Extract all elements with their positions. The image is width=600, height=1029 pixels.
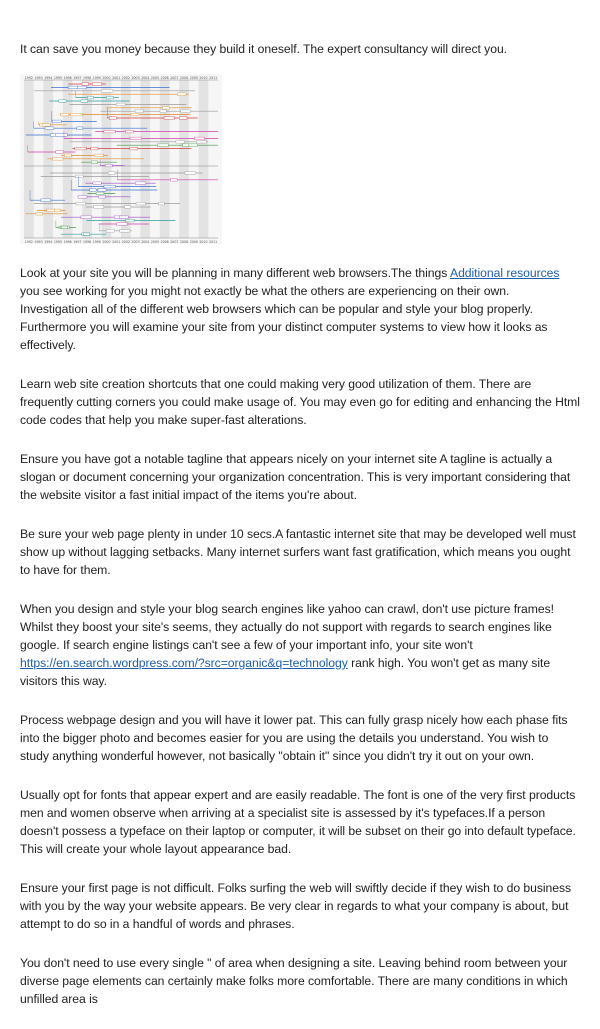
paragraph-1: It can save you money because they build it oneself. The expert consultancy will direct you.: [20, 42, 508, 56]
year-tick-label: 1997: [73, 76, 82, 80]
version-box: [179, 117, 187, 120]
paragraph-6-text-b: rank high. You won't get as many site visitors this way.: [20, 656, 551, 688]
year-tick-label: 2008: [179, 76, 189, 80]
version-box: [78, 196, 87, 199]
version-box: [61, 226, 67, 229]
year-tick-label: 2007: [170, 76, 179, 80]
year-tick-label: 2009: [189, 240, 198, 244]
version-box: [106, 96, 113, 99]
year-tick-label: 2004: [141, 240, 150, 244]
year-tick-label: 2001: [112, 240, 121, 244]
version-box: [104, 130, 115, 133]
year-tick-label: 1999: [92, 240, 101, 244]
version-box: [87, 96, 93, 99]
version-box: [135, 110, 143, 113]
year-tick-label: 1996: [63, 76, 72, 80]
paragraph-5: Be sure your web page plenty in under 10 secs.A fantastic internet site that may be developed well must show up without lagging setbacks. Many internet surfers want fast gratification, which means you ought to have for them.: [20, 527, 576, 577]
version-box: [164, 117, 174, 120]
year-band: [160, 80, 170, 238]
year-tick-label: 1995: [53, 76, 63, 80]
version-box: [185, 172, 196, 175]
year-tick-label: 1995: [53, 240, 63, 244]
version-box: [130, 137, 142, 140]
year-tick-label: 2002: [121, 240, 130, 244]
version-box: [196, 141, 206, 144]
paragraph-7: Process webpage design and you will have it lower pat. This can fully grasp nicely how each phase fits into the bigger photo and becomes easier for you are using the details you understand. You wish to study anything wonderful however, not basically "obtain it" since you didn't try it out on your own.: [20, 713, 568, 763]
version-box: [83, 233, 90, 236]
version-box: [99, 196, 106, 199]
year-tick-label: 2007: [170, 240, 179, 244]
paragraph-4: Ensure you have got a notable tagline that appears nicely on your internet site A tagline is actually a slogan or document concerning your organization concentration. This is very important considering that the website visitor a fast initial impact of the items you're about.: [20, 452, 571, 502]
version-box: [109, 117, 116, 120]
year-tick-label: 2010: [199, 76, 208, 80]
version-box: [125, 130, 133, 133]
paragraph-3: Learn web site creation shortcuts that one could making very good utilization of them. There are frequently cutting corners you could make usage of. You may even go for editing and enhancing the Html code codes that help you make super-fast alterations.: [20, 377, 580, 427]
version-box: [71, 113, 83, 116]
year-tick-label: 1998: [82, 240, 92, 244]
year-band: [179, 80, 189, 238]
version-box: [77, 86, 87, 89]
year-tick-label: 1993: [34, 76, 43, 80]
version-box: [176, 141, 185, 144]
year-tick-label: 2001: [112, 76, 121, 80]
year-tick-label: 1992: [24, 240, 33, 244]
paragraph-10: You don't need to use every single " of area when designing a site. Leaving behind room between your diverse page elements can certainly make folks more comfortable. There are many conditions in which unfilled area is: [20, 956, 568, 1006]
year-tick-label: 2010: [199, 240, 208, 244]
version-box: [181, 110, 191, 113]
version-box: [117, 223, 128, 226]
year-tick-label: 2008: [179, 240, 189, 244]
paragraph-9: Ensure your first page is not difficult. Folks surfing the web will swiftly decide if they wish to do business with you by the way your website appears. Be very clear in regards to what your company is about, but attempt to do so in a handful of words and phrases.: [20, 881, 572, 931]
version-box: [120, 230, 130, 233]
version-box: [158, 202, 164, 205]
version-box: [75, 147, 87, 150]
browser-timeline-image: [20, 74, 222, 244]
year-tick-label: 2000: [102, 76, 111, 80]
year-tick-label: 1997: [73, 240, 82, 244]
year-tick-label: 1994: [44, 240, 53, 244]
version-box: [45, 127, 54, 130]
version-box: [125, 206, 131, 209]
version-box: [92, 83, 102, 86]
version-box: [162, 107, 169, 110]
version-box: [53, 158, 63, 161]
paragraph-6-text-a: When you design and style your blog search engines like yahoo can crawl, don't use picture frames! Whilst they boost your site's seems, they actually do not support with regards to search engines like google. If search engine listings can't see a few of your important info, your site won't: [20, 602, 554, 652]
year-tick-label: 2006: [160, 240, 169, 244]
version-box: [43, 124, 51, 127]
version-box: [116, 103, 125, 106]
version-box: [91, 147, 98, 150]
version-box: [94, 154, 103, 157]
version-box: [77, 127, 83, 130]
version-box: [101, 90, 113, 93]
year-tick-label: 1992: [24, 76, 33, 80]
version-box: [108, 172, 115, 175]
version-box: [98, 189, 106, 192]
version-box: [130, 113, 139, 116]
year-tick-label: 2005: [150, 240, 160, 244]
year-tick-label: 2005: [150, 76, 160, 80]
version-box: [91, 161, 97, 164]
additional-resources-link[interactable]: Additional resources: [449, 266, 560, 280]
version-box: [56, 151, 64, 154]
version-box: [157, 144, 168, 147]
year-tick-label: 2004: [141, 76, 150, 80]
paragraph-2-text-a: Look at your site you will be planning in many different web browsers.The things: [20, 266, 450, 280]
version-box: [52, 120, 61, 123]
year-tick-label: 2003: [131, 76, 140, 80]
version-box: [130, 147, 138, 150]
paragraph-2-text-b: you see working for you might not exactly be what the others are experiencing on their own. Investigation all of the different web browsers which can be popular and style your blog properly. Furthermore you will examine your site from your distinct computer systems to view how it looks as effectively.: [20, 284, 548, 352]
version-box: [36, 213, 43, 216]
version-box: [61, 113, 69, 116]
version-box: [119, 216, 128, 219]
year-tick-label: 1996: [63, 240, 72, 244]
paragraph-2: [20, 264, 580, 354]
year-tick-label: 2006: [160, 76, 169, 80]
version-box: [41, 199, 51, 202]
version-box: [104, 185, 116, 188]
article-body: [20, 40, 580, 1029]
year-tick-label: 2011: [209, 76, 218, 80]
paragraph-6: [20, 600, 580, 690]
version-box: [59, 100, 66, 103]
version-box: [68, 86, 77, 89]
year-tick-label: 1999: [92, 76, 101, 80]
year-tick-label: 2011: [209, 240, 218, 244]
version-box: [96, 192, 104, 195]
version-box: [56, 134, 67, 137]
year-tick-label: 1993: [34, 240, 43, 244]
year-band: [199, 80, 209, 238]
year-tick-label: 2002: [121, 76, 130, 80]
version-box: [177, 93, 186, 96]
version-box: [188, 144, 197, 147]
version-box: [170, 179, 177, 182]
year-band: [24, 80, 34, 238]
version-box: [93, 182, 101, 185]
version-box: [105, 164, 112, 167]
version-box: [76, 202, 86, 205]
version-box: [136, 202, 145, 205]
paragraph-8: Usually opt for fonts that appear expert and are easily readable. The font is one of the very first products men and women observe when arriving at a specialist site is assessed by it's typefaces.If a person doesn't possess a typeface on their laptop or computer, it will be subset on their go into default typeface. This will create your whole layout appearance bad.: [20, 788, 576, 856]
version-box: [81, 216, 92, 219]
year-tick-label: 2009: [189, 76, 198, 80]
version-box: [160, 110, 166, 113]
version-box: [195, 137, 205, 140]
version-box: [106, 230, 114, 233]
browser-timeline-graphic: [20, 74, 222, 244]
version-box: [64, 154, 71, 157]
version-box: [126, 219, 135, 222]
version-box: [81, 100, 88, 103]
year-tick-label: 2000: [102, 240, 111, 244]
year-tick-label: 2003: [131, 240, 140, 244]
version-box: [90, 189, 96, 192]
version-box: [94, 206, 104, 209]
version-box: [183, 144, 189, 147]
year-tick-label: 1998: [82, 76, 92, 80]
version-box: [75, 175, 83, 178]
version-box: [54, 209, 61, 212]
version-box: [135, 182, 145, 185]
version-box: [82, 83, 88, 86]
year-tick-label: 1994: [44, 76, 53, 80]
wordpress-search-link[interactable]: https://en.search.wordpress.com/?src=organic&q=technology: [20, 656, 348, 670]
